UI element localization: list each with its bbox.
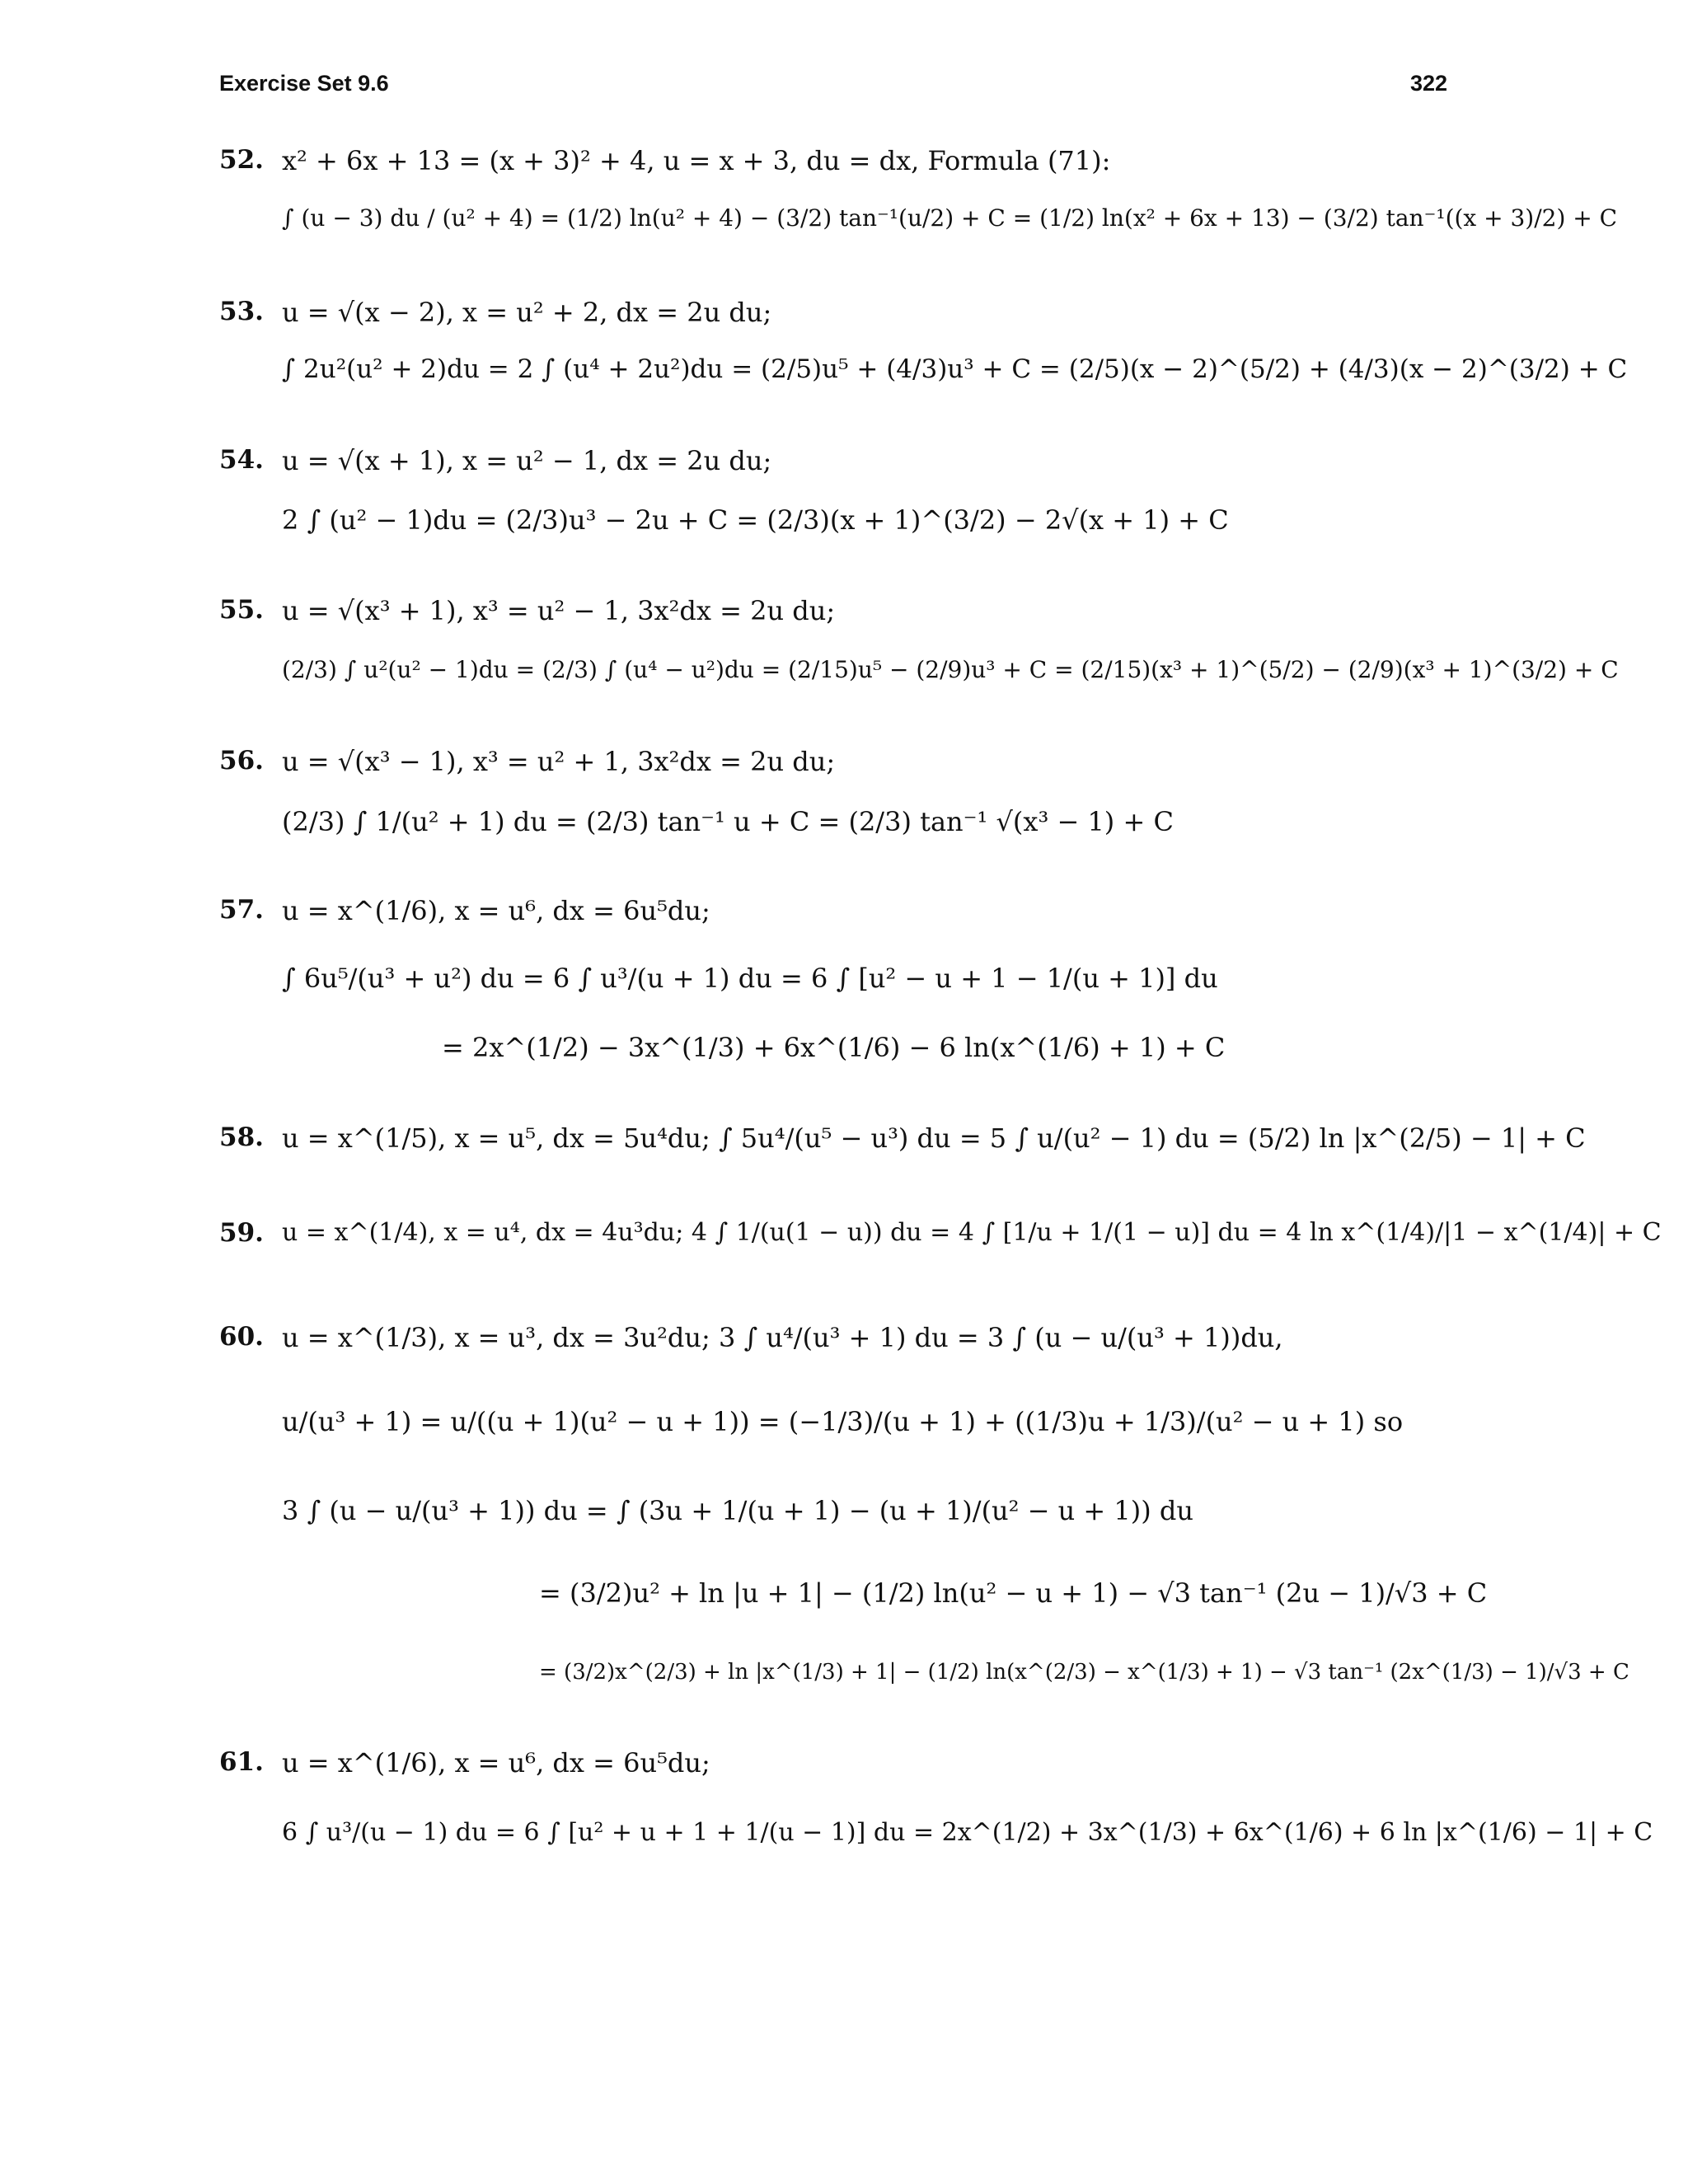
solution-line: 2 ∫ (u² − 1)du = (2/3)u³ − 2u + C = (2/3)(x + 1)^(3/2) − 2√(x + 1) + C (282, 504, 1229, 536)
solution-line: u = x^(1/3), x = u³, dx = 3u²du; 3 ∫ u⁴/(u³ + 1) du = 3 ∫ (u − u/(u³ + 1))du, (282, 1322, 1283, 1353)
page-number: 322 (1409, 71, 1447, 96)
section-title: Exercise Set 9.6 (219, 71, 389, 96)
solution-line: u = x^(1/6), x = u⁶, dx = 6u⁵du; (282, 1747, 710, 1779)
problem-number: 58. (219, 1122, 264, 1152)
solution-line: ∫ 2u²(u² + 2)du = 2 ∫ (u⁴ + 2u²)du = (2/5)u⁵ + (4/3)u³ + C = (2/5)(x − 2)^(5/2) + (4/3)(x − 2)^(3/2) + C (282, 354, 1628, 384)
solution-line: = 2x^(1/2) − 3x^(1/3) + 6x^(1/6) − 6 ln(x^(1/6) + 1) + C (442, 1032, 1226, 1063)
solution-line: = (3/2)u² + ln |u + 1| − (1/2) ln(u² − u + 1) − √3 tan⁻¹ (2u − 1)/√3 + C (539, 1577, 1488, 1609)
problem-number: 60. (219, 1322, 264, 1352)
solution-line: u = √(x³ − 1), x³ = u² + 1, 3x²dx = 2u du; (282, 746, 836, 777)
solution-line: u = x^(1/4), x = u⁴, dx = 4u³du; 4 ∫ 1/(u(1 − u)) du = 4 ∫ [1/u + 1/(1 − u)] du = 4 ln x^(1/4)/|1 − x^(1/4)| + C (282, 1218, 1662, 1247)
problem-number: 53. (219, 297, 264, 326)
problem-number: 52. (219, 145, 264, 175)
solution-line: ∫ (u − 3) du / (u² + 4) = (1/2) ln(u² + 4) − (3/2) tan⁻¹(u/2) + C = (1/2) ln(x² + 6x + 13) − (3/2) tan⁻¹((x + 3)/2) + C (282, 204, 1618, 232)
problem-number: 55. (219, 595, 264, 625)
problem-number: 61. (219, 1747, 264, 1777)
problem-number: 59. (219, 1218, 264, 1248)
solution-line: = (3/2)x^(2/3) + ln |x^(1/3) + 1| − (1/2) ln(x^(2/3) − x^(1/3) + 1) − √3 tan⁻¹ (2x^(1/3) − 1)/√3 + C (539, 1660, 1629, 1685)
solution-line: x² + 6x + 13 = (x + 3)² + 4, u = x + 3, du = dx, Formula (71): (282, 145, 1111, 176)
solution-line: ∫ 6u⁵/(u³ + u²) du = 6 ∫ u³/(u + 1) du = 6 ∫ [u² − u + 1 − 1/(u + 1)] du (282, 963, 1218, 994)
solution-line: (2/3) ∫ u²(u² − 1)du = (2/3) ∫ (u⁴ − u²)du = (2/15)u⁵ − (2/9)u³ + C = (2/15)(x³ + 1)^(5/2) − (2/9)(x³ + 1)^(3/2) + C (282, 656, 1619, 683)
solution-line: u = x^(1/5), x = u⁵, dx = 5u⁴du; ∫ 5u⁴/(u⁵ − u³) du = 5 ∫ u/(u² − 1) du = (5/2) ln |x^(2/5) − 1| + C (282, 1122, 1586, 1154)
solution-line: (2/3) ∫ 1/(u² + 1) du = (2/3) tan⁻¹ u + C = (2/3) tan⁻¹ √(x³ − 1) + C (282, 806, 1174, 837)
solution-line: u = √(x³ + 1), x³ = u² − 1, 3x²dx = 2u du; (282, 595, 836, 626)
problem-number: 56. (219, 746, 264, 776)
solution-line: u = x^(1/6), x = u⁶, dx = 6u⁵du; (282, 895, 710, 926)
solution-line: 3 ∫ (u − u/(u³ + 1)) du = ∫ (3u + 1/(u + 1) − (u + 1)/(u² − u + 1)) du (282, 1495, 1193, 1526)
problem-number: 57. (219, 895, 264, 925)
problem-number: 54. (219, 445, 264, 475)
solution-line: u = √(x − 2), x = u² + 2, dx = 2u du; (282, 297, 772, 328)
solution-line: u/(u³ + 1) = u/((u + 1)(u² − u + 1)) = (−1/3)/(u + 1) + ((1/3)u + 1/3)/(u² − u + 1) so (282, 1406, 1404, 1437)
solution-line: u = √(x + 1), x = u² − 1, dx = 2u du; (282, 445, 772, 476)
solution-line: 6 ∫ u³/(u − 1) du = 6 ∫ [u² + u + 1 + 1/(u − 1)] du = 2x^(1/2) + 3x^(1/3) + 6x^(1/6) + 6 ln |x^(1/6) − 1| + C (282, 1818, 1653, 1847)
